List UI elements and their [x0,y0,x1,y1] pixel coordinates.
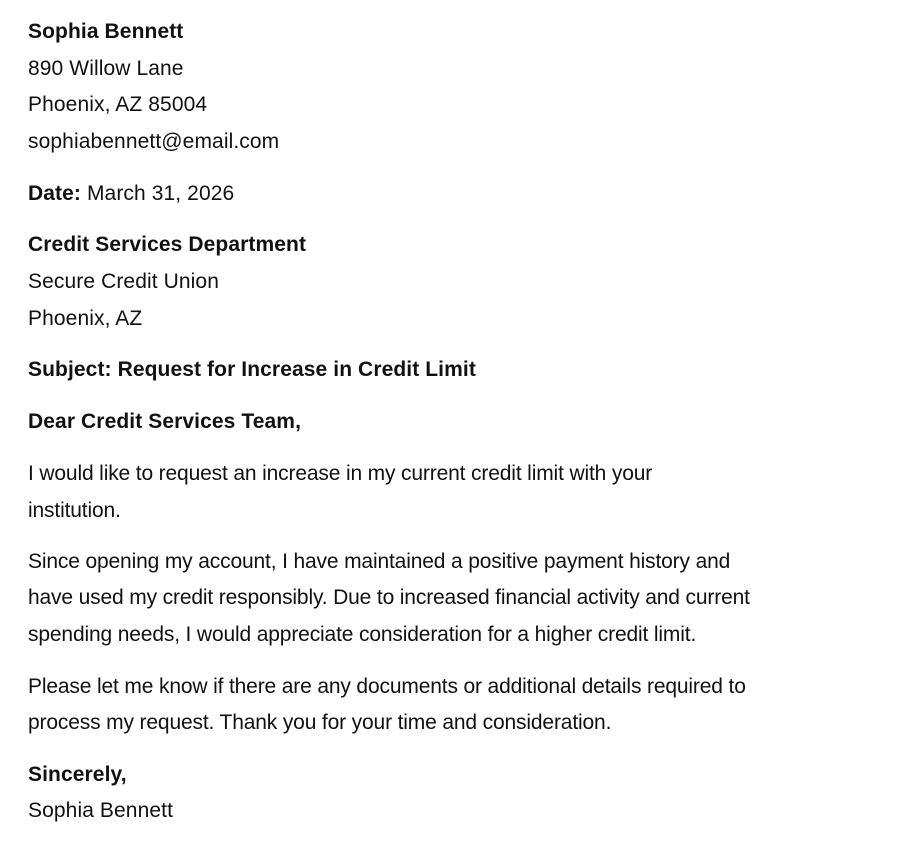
recipient-department: Credit Services Department [28,233,307,256]
sender-email: sophiabennett@email.com [28,130,280,153]
recipient-city: Phoenix, AZ [28,307,143,330]
date-label: Date: [28,182,82,205]
signature: Sophia Bennett [28,799,174,822]
date-line [28,181,234,207]
paragraph-line: have used my credit responsibly. Due to increased financial activity and current [28,586,750,609]
sender-street: 890 Willow Lane [28,57,184,80]
paragraph-line: institution. [28,499,121,522]
recipient-organization: Secure Credit Union [28,270,219,293]
date-value: March 31, 2026 [86,182,235,205]
paragraph-line: spending needs, I would appreciate consideration for a higher credit limit. [28,623,697,646]
paragraph-line: Please let me know if there are any documents or additional details required to [28,675,746,698]
sender-name: Sophia Bennett [28,20,184,43]
salutation: Dear Credit Services Team, [28,410,302,433]
closing: Sincerely, [28,763,127,786]
subject-line: Subject: Request for Increase in Credit Limit [28,358,476,381]
paragraph-line: I would like to request an increase in my current credit limit with your [28,462,653,485]
paragraph-line: process my request. Thank you for your time and consideration. [28,711,612,734]
sender-city: Phoenix, AZ 85004 [28,93,208,116]
paragraph-line: Since opening my account, I have maintained a positive payment history and [28,550,731,573]
